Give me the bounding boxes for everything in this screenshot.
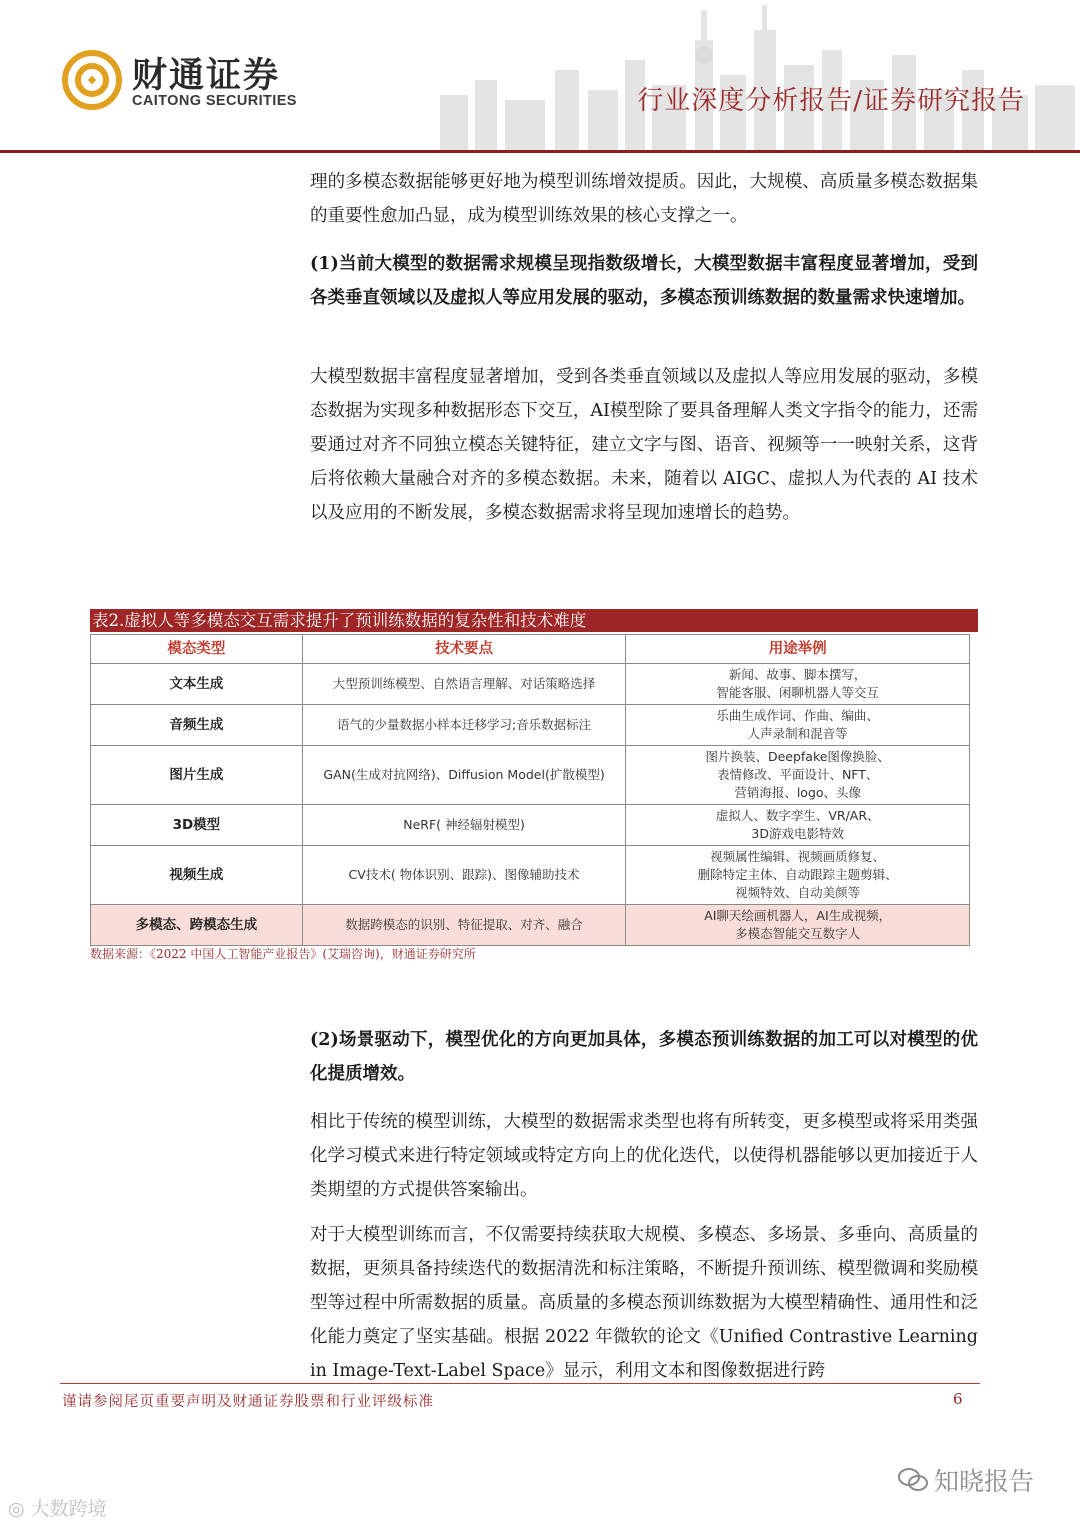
watermark-left — [8, 1494, 107, 1521]
modality-table — [90, 634, 970, 946]
cell-tech: GAN(生成对抗网络)、Diffusion Model(扩散模型) — [302, 746, 626, 805]
cell-type: 图片生成 — [91, 746, 303, 805]
cell-use-line: 新闻、故事、脚本撰写， — [728, 667, 867, 682]
cell-use — [626, 705, 970, 746]
caitong-logo-icon — [62, 50, 122, 110]
cell-use — [626, 746, 970, 805]
header-divider — [0, 150, 1080, 153]
cell-type: 视频生成 — [91, 846, 303, 905]
cell-type: 多模态、跨模态生成 — [91, 905, 303, 946]
watermark-right — [898, 1462, 1034, 1498]
cell-tech: CV技术( 物体识别、跟踪)、图像辅助技术 — [302, 846, 626, 905]
paragraph-data-quality: 对于大模型训练而言，不仅需要持续获取大规模、多模态、多场景、多垂向、高质量的数据，更须具备持续迭代的数据清洗和标注策略，不断提升预训练、模型微调和奖励模型等过程中所需数据的质量。高质量的多模态预训练数据为大模型精确性、通用性和泛化能力奠定了坚实基础。根据 2022 年微软的论文《Unified Contrastive Learning in Image-Text-Label Space》显示，利用文本和图像数据进行跨 — [310, 1225, 978, 1381]
section-heading-2: (2)场景驱动下，模型优化的方向更加具体，多模态预训练数据的加工可以对模型的优化提质增效。 — [310, 1030, 978, 1084]
report-type-label: 行业深度分析报告/证券研究报告 — [637, 86, 1025, 116]
cell-use-line: 营销海报、logo、头像 — [734, 785, 862, 800]
column-header-use: 用途举例 — [626, 635, 970, 664]
cell-use — [626, 846, 970, 905]
page-header — [0, 0, 1080, 160]
cell-use-line: AI聊天绘画机器人，AI生成视频， — [704, 908, 892, 923]
section-heading-1: (1)当前大模型的数据需求规模呈现指数级增长，大模型数据丰富程度显著增加，受到各类垂直领域以及虚拟人等应用发展的驱动，多模态预训练数据的数量需求快速增加。 — [310, 254, 978, 308]
cell-use — [626, 905, 970, 946]
cell-use — [626, 805, 970, 846]
table-row — [91, 805, 970, 846]
paragraph-model-training: 相比于传统的模型训练，大模型的数据需求类型也将有所转变，更多模型或将采用类强化学习模式来进行特定领域或特定方向上的优化迭代，以使得机器能够以更加接近于人类期望的方式提供答案输出。 — [310, 1112, 978, 1200]
brand-name-cn: 财通证券 — [132, 56, 281, 96]
cell-use — [626, 664, 970, 705]
cell-type: 文本生成 — [91, 664, 303, 705]
brand-name-en: CAITONG SECURITIES — [132, 93, 297, 109]
paragraph-intro: 理的多模态数据能够更好地为模型训练增效提质。因此，大规模、高质量多模态数据集的重要性愈加凸显，成为模型训练效果的核心支撑之一。 — [310, 172, 978, 226]
table-row — [91, 664, 970, 705]
city-skyline-background — [420, 0, 1080, 150]
cell-use-line: 图片换装、Deepfake图像换脸、 — [705, 749, 890, 764]
table-row — [91, 746, 970, 805]
cell-use-line: 视频属性编辑、视频画质修复、 — [710, 849, 886, 864]
footer-divider — [60, 1383, 980, 1384]
column-header-type: 模态类型 — [91, 635, 303, 664]
table-source-note: 数据来源：《2022 中国人工智能产业报告》(艾瑞咨询)，财通证券研究所 — [90, 947, 476, 961]
cell-use-line: 表情修改、平面设计、NFT、 — [716, 767, 879, 782]
cell-use-line: 多模态智能交互数字人 — [735, 926, 861, 941]
cell-use-line: 人声录制和混音等 — [747, 726, 848, 741]
cell-use-line: 智能客服、闲聊机器人等交互 — [716, 685, 879, 700]
table-row — [91, 705, 970, 746]
cell-use-line: 乐曲生成作词、作曲、编曲、 — [716, 708, 879, 723]
table-header-row — [91, 635, 970, 664]
table-row — [91, 846, 970, 905]
cell-use-line: 虚拟人、数字孪生、VR/AR、 — [715, 808, 880, 823]
cell-use-line: 视频特效、自动美颜等 — [735, 885, 861, 900]
footer-disclaimer: 谨请参阅尾页重要声明及财通证券股票和行业评级标准 — [62, 1394, 434, 1410]
table-row-highlighted — [91, 905, 970, 946]
cell-type: 3D模型 — [91, 805, 303, 846]
paragraph-multimodal-demand: 大模型数据丰富程度显著增加，受到各类垂直领域以及虚拟人等应用发展的驱动，多模态数据为实现多种数据形态下交互，AI模型除了要具备理解人类文字指令的能力，还需要通过对齐不同独立模态关键特征，建立文字与图、语音、视频等一一映射关系，这背后将依赖大量融合对齐的多模态数据。未来，随着以 AIGC、虚拟人为代表的 AI 技术以及应用的不断发展，多模态数据需求将呈现加速增长的趋势。 — [310, 367, 978, 523]
cell-tech: 大型预训练模型、自然语言理解、对话策略选择 — [302, 664, 626, 705]
cell-tech: NeRF( 神经辐射模型) — [302, 805, 626, 846]
cell-type: 音频生成 — [91, 705, 303, 746]
weibo-icon: ◎ — [8, 1498, 25, 1520]
watermark-left-text: 大数跨境 — [30, 1498, 107, 1520]
cell-use-line: 3D游戏电影特效 — [751, 826, 844, 841]
page-number: 6 — [953, 1390, 963, 1408]
cell-tech: 数据跨模态的识别、特征提取、对齐、融合 — [302, 905, 626, 946]
table-title: 表2.虚拟人等多模态交互需求提升了预训练数据的复杂性和技术难度 — [90, 609, 978, 632]
cell-use-line: 删除特定主体、自动跟踪主题剪辑、 — [697, 867, 898, 882]
watermark-right-text: 知晓报告 — [934, 1467, 1035, 1496]
wechat-icon — [898, 1467, 928, 1493]
cell-tech: 语气的少量数据小样本迁移学习;音乐数据标注 — [302, 705, 626, 746]
column-header-tech: 技术要点 — [302, 635, 626, 664]
